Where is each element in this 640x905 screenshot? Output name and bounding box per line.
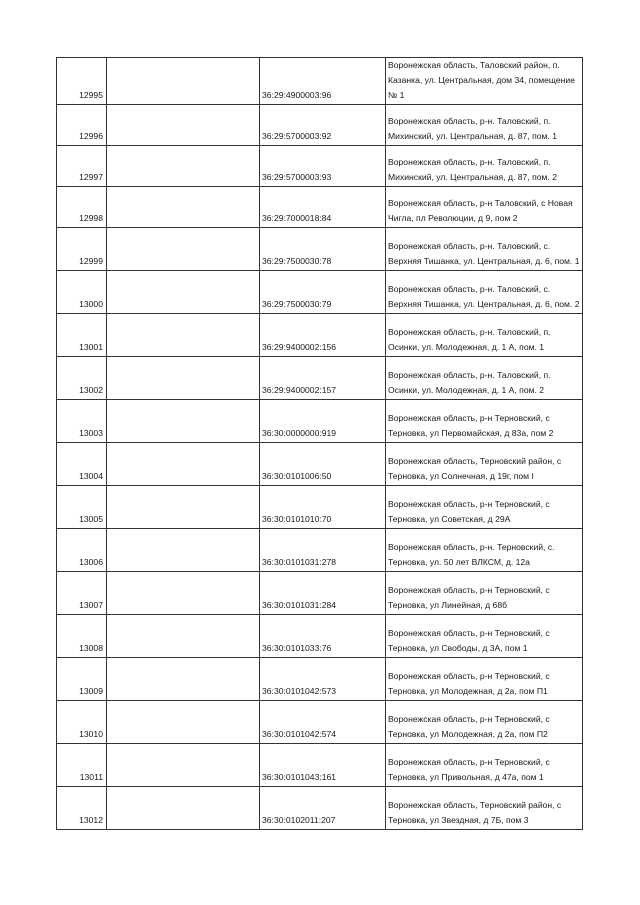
row-number: 13007	[57, 572, 107, 615]
cadastral-number: 36:30:0102011:207	[260, 787, 386, 830]
row-number: 12995	[57, 58, 107, 105]
cadastral-number: 36:29:9400002:156	[260, 314, 386, 357]
table-row	[57, 146, 583, 187]
cadastral-number: 36:29:5700003:93	[260, 146, 386, 187]
cadastral-number: 36:30:0101033:76	[260, 615, 386, 658]
table-row	[57, 615, 583, 658]
empty-cell	[107, 486, 260, 529]
empty-cell	[107, 400, 260, 443]
row-number: 12999	[57, 228, 107, 271]
cadastral-number: 36:30:0101031:278	[260, 529, 386, 572]
cadastral-number: 36:29:9400002:157	[260, 357, 386, 400]
cadastral-number: 36:29:7000018:84	[260, 187, 386, 228]
row-number: 13001	[57, 314, 107, 357]
empty-cell	[107, 615, 260, 658]
table-row	[57, 486, 583, 529]
empty-cell	[107, 572, 260, 615]
address-cell: Воронежская область, р-н Терновский, с Терновка, ул Линейная, д 68б	[386, 572, 583, 615]
address-cell: Воронежская область, р-н. Таловский, п. Михинский, ул. Центральная, д. 87, пом. 2	[386, 146, 583, 187]
row-number: 12996	[57, 105, 107, 146]
property-table	[56, 57, 583, 830]
table-row	[57, 58, 583, 105]
cadastral-number: 36:30:0101031:284	[260, 572, 386, 615]
property-table-body	[57, 58, 583, 830]
cadastral-number: 36:30:0101010:70	[260, 486, 386, 529]
row-number: 13003	[57, 400, 107, 443]
table-row	[57, 400, 583, 443]
empty-cell	[107, 58, 260, 105]
table-row	[57, 744, 583, 787]
address-cell: Воронежская область, р-н. Таловский, п. Осинки, ул. Молодежная, д. 1 А, пом. 2	[386, 357, 583, 400]
address-cell: Воронежская область, Таловский район, п. Казанка, ул. Центральная, дом 34, помещение № 1	[386, 58, 583, 105]
address-cell: Воронежская область, р-н. Таловский, с. Верхняя Тишанка, ул. Центральная, д. 6, пом. 2	[386, 271, 583, 314]
cadastral-number: 36:30:0101006:50	[260, 443, 386, 486]
cadastral-number: 36:30:0101042:574	[260, 701, 386, 744]
row-number: 13006	[57, 529, 107, 572]
empty-cell	[107, 744, 260, 787]
address-cell: Воронежская область, р-н Терновский, с Терновка, ул Молодежная, д 2а, пом П1	[386, 658, 583, 701]
row-number: 13008	[57, 615, 107, 658]
address-cell: Воронежская область, Терновский район, с Терновка, ул Солнечная, д 19г, пом I	[386, 443, 583, 486]
row-number: 13010	[57, 701, 107, 744]
address-cell: Воронежская область, р-н Терновский, с Терновка, ул Первомайская, д 83а, пом 2	[386, 400, 583, 443]
table-row	[57, 357, 583, 400]
empty-cell	[107, 529, 260, 572]
cadastral-number: 36:29:7500030:79	[260, 271, 386, 314]
row-number: 13002	[57, 357, 107, 400]
empty-cell	[107, 443, 260, 486]
table-row	[57, 187, 583, 228]
row-number: 12998	[57, 187, 107, 228]
cadastral-number: 36:29:4900003:96	[260, 58, 386, 105]
address-cell: Воронежская область, р-н Таловский, с Новая Чигла, пл Революции, д 9, пом 2	[386, 187, 583, 228]
row-number: 13009	[57, 658, 107, 701]
empty-cell	[107, 228, 260, 271]
table-row	[57, 529, 583, 572]
row-number: 13011	[57, 744, 107, 787]
address-cell: Воронежская область, р-н. Таловский, п. Михинский, ул. Центральная, д. 87, пом. 1	[386, 105, 583, 146]
address-cell: Воронежская область, р-н Терновский, с Терновка, ул Советская, д 29А	[386, 486, 583, 529]
empty-cell	[107, 187, 260, 228]
address-cell: Воронежская область, р-н Терновский, с Терновка, ул Привольная, д 47а, пом 1	[386, 744, 583, 787]
table-row	[57, 787, 583, 830]
address-cell: Воронежская область, р-н Терновский, с Терновка, ул Свободы, д 3А, пом 1	[386, 615, 583, 658]
table-row	[57, 701, 583, 744]
row-number: 13004	[57, 443, 107, 486]
empty-cell	[107, 146, 260, 187]
address-cell: Воронежская область, р-н. Терновский, с. Терновка, ул. 50 лет ВЛКСМ, д. 12а	[386, 529, 583, 572]
table-row	[57, 228, 583, 271]
row-number: 12997	[57, 146, 107, 187]
cadastral-number: 36:30:0101042:573	[260, 658, 386, 701]
empty-cell	[107, 105, 260, 146]
empty-cell	[107, 314, 260, 357]
empty-cell	[107, 271, 260, 314]
empty-cell	[107, 357, 260, 400]
address-cell: Воронежская область, Терновский район, с Терновка, ул Звездная, д 7Б, пом 3	[386, 787, 583, 830]
table-row	[57, 658, 583, 701]
empty-cell	[107, 658, 260, 701]
row-number: 13012	[57, 787, 107, 830]
table-row	[57, 271, 583, 314]
address-cell: Воронежская область, р-н. Таловский, п. Осинки, ул. Молодежная, д. 1 А, пом. 1	[386, 314, 583, 357]
table-row	[57, 105, 583, 146]
row-number: 13000	[57, 271, 107, 314]
address-cell: Воронежская область, р-н Терновский, с Терновка, ул Молодежная, д 2а, пом П2	[386, 701, 583, 744]
table-row	[57, 572, 583, 615]
cadastral-number: 36:29:5700003:92	[260, 105, 386, 146]
table-row	[57, 314, 583, 357]
table-row	[57, 443, 583, 486]
cadastral-number: 36:29:7500030:78	[260, 228, 386, 271]
empty-cell	[107, 787, 260, 830]
cadastral-number: 36:30:0101043:161	[260, 744, 386, 787]
row-number: 13005	[57, 486, 107, 529]
cadastral-number: 36:30:0000000:919	[260, 400, 386, 443]
empty-cell	[107, 701, 260, 744]
address-cell: Воронежская область, р-н. Таловский, с. Верхняя Тишанка, ул. Центральная, д. 6, пом. 1	[386, 228, 583, 271]
